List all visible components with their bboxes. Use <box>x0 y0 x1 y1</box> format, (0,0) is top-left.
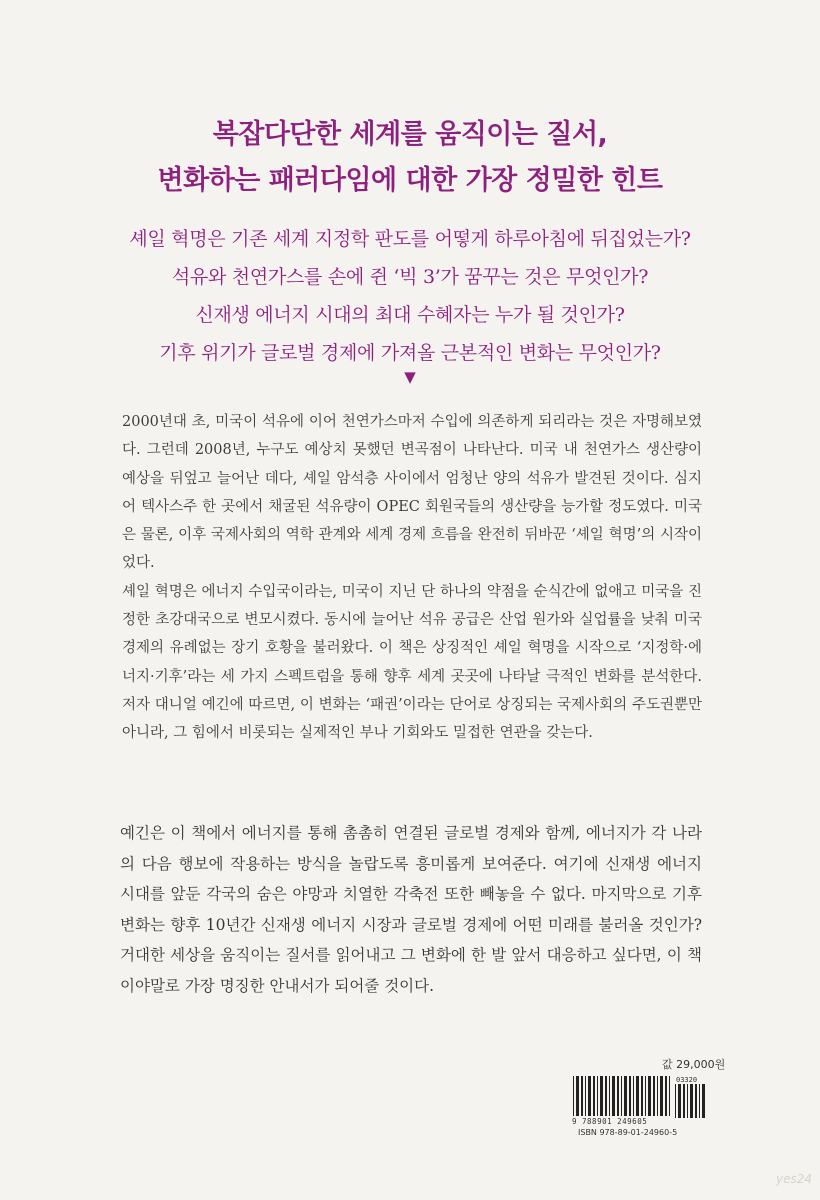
question-list <box>0 220 820 372</box>
price-label: 값 29,000원 <box>662 1058 726 1071</box>
barcode-bar <box>657 1076 658 1116</box>
barcode-bar <box>678 1084 681 1118</box>
question-item: 셰일 혁명은 기존 세계 지정학 판도를 어떻게 하루아침에 뒤집었는가? <box>129 228 691 250</box>
barcode-bar <box>576 1076 579 1116</box>
body-paragraph: 셰일 혁명은 에너지 수입국이라는, 미국이 지닌 단 하나의 약점을 순식간에 없애고 미국을 진정한 초강대국으로 변모시켰다. 동시에 늘어난 석유 공급은 산업 원가와 실업률을 낮춰 미국 경제의 유례없는 장기 호황을 불러왔다. 이 책은 상징적인 셰일 혁명을 시작으로 ‘지정학·에너지·기후’라는 세 가지 스펙트럼을 통해 향후 세계 곳곳에 나타날 극적인 변화를 분석한다. 저자 대니얼 예긴에 따르면, 이 변화는 ‘패권’이라는 단어로 상징되는 국제사회의 주도권뿐만 아니라, 그 힘에서 비롯되는 실제적인 부나 기회와도 밀접한 연관을 갖는다. <box>122 583 702 742</box>
ean-barcode-icon <box>572 1076 672 1116</box>
barcode-bar <box>641 1076 643 1116</box>
down-triangle-icon: ▼ <box>404 368 416 386</box>
barcode-bar <box>669 1076 670 1116</box>
barcode-bar <box>687 1084 688 1118</box>
barcode-bar <box>597 1076 598 1116</box>
headline-line-2: 변화하는 패러다임에 대한 가장 정밀한 힌트 <box>157 165 663 196</box>
body-section-2 <box>120 818 702 1002</box>
barcode-bar <box>585 1076 586 1116</box>
barcode-bar <box>660 1076 663 1116</box>
headline-line-1: 복잡다단한 세계를 움직이는 질서, <box>212 119 608 150</box>
barcode-bar <box>648 1076 651 1116</box>
body-paragraph: 예긴은 이 책에서 에너지를 통해 촘촘히 연결된 글로벌 경제와 함께, 에너지가 각 나라의 다음 행보에 작용하는 방식을 놀랍도록 흥미롭게 보여준다. 여기에 신재생 에너지 시대를 앞둔 각국의 숨은 야망과 치열한 각축전 또한 빼놓을 수 없다. 마지막으로 기후 변화는 향후 10년간 신재생 에너지 시장과 글로벌 경제에 어떤 미래를 불러올 것인가? 거대한 세상을 움직이는 질서를 읽어내고 그 변화에 한 발 앞서 대응하고 싶다면, 이 책이야말로 가장 명징한 안내서가 되어줄 것이다. <box>120 824 702 995</box>
barcode-bar <box>617 1076 619 1116</box>
barcode-bar <box>633 1076 634 1116</box>
barcode-digits: 9 788901 249605 <box>572 1117 648 1126</box>
barcode-addon-code: 03320 <box>676 1076 698 1084</box>
barcode-bar <box>629 1076 631 1116</box>
barcode-bar <box>593 1076 595 1116</box>
barcode-bar <box>573 1076 574 1116</box>
barcode-bar <box>605 1076 607 1116</box>
watermark: yes24 <box>776 1172 813 1186</box>
isbn-label: ISBN 978-89-01-24960-5 <box>578 1128 678 1137</box>
question-item: 신재생 에너지 시대의 최대 수혜자는 누가 될 것인가? <box>195 304 625 326</box>
barcode-bar <box>665 1076 667 1116</box>
barcode-bar <box>636 1076 639 1116</box>
barcode-bar <box>675 1084 676 1118</box>
barcode-bar <box>702 1084 705 1118</box>
barcode-bar <box>653 1076 655 1116</box>
body-section-1 <box>122 408 702 748</box>
barcode-bar <box>690 1084 693 1118</box>
barcode-bar <box>645 1076 646 1116</box>
barcode-bar <box>588 1076 591 1116</box>
body-paragraph: 2000년대 초, 미국이 석유에 이어 천연가스마저 수입에 의존하게 되리라는 것은 자명해보였다. 그런데 2008년, 누구도 예상치 못했던 변곡점이 나타난다. 미국 내 천연가스 생산량이 예상을 뒤엎고 늘어난 데다, 셰일 암석층 사이에서 엄청난 양의 석유가 발견된 것이다. 심지어 텍사스주 한 곳에서 채굴된 석유량이 OPEC 회원국들의 생산량을 능가할 정도였다. 미국은 물론, 이후 국제사회의 역학 관계와 세계 경제 흐름을 완전히 뒤바꾼 ‘셰일 혁명’의 시작이었다. <box>122 414 703 572</box>
barcode-bar <box>683 1084 685 1118</box>
barcode-bar <box>609 1076 610 1116</box>
barcode-bar <box>624 1076 627 1116</box>
barcode-bar <box>621 1076 622 1116</box>
barcode-bar <box>699 1084 700 1118</box>
addon-barcode-icon <box>674 1084 708 1118</box>
barcode-bar <box>612 1076 615 1116</box>
barcode-bar <box>581 1076 583 1116</box>
question-item: 기후 위기가 글로벌 경제에 가져올 근본적인 변화는 무엇인가? <box>159 342 661 364</box>
headline <box>0 112 820 204</box>
question-item: 석유와 천연가스를 손에 쥔 ‘빅 3’가 꿈꾸는 것은 무엇인가? <box>171 266 649 288</box>
barcode-bar <box>600 1076 603 1116</box>
barcode-bar <box>695 1084 697 1118</box>
